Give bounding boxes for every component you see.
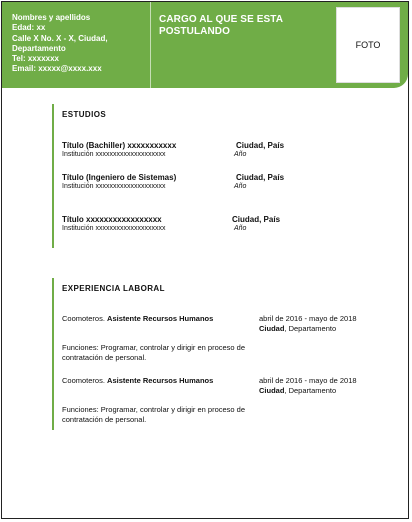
contact-block bbox=[12, 13, 147, 75]
job-city: Ciudad bbox=[259, 385, 285, 395]
job-heading bbox=[62, 314, 213, 323]
section-accent-bar bbox=[52, 278, 54, 430]
degree-location: Ciudad, País bbox=[236, 141, 285, 150]
job-functions: Funciones: Programar, controlar y dirigir en proceso de contratación de personal. bbox=[62, 405, 246, 424]
degree-title: Título xxxxxxxxxxxxxxxxx bbox=[62, 215, 162, 224]
degree-institution: Institución xxxxxxxxxxxxxxxxxxxx bbox=[62, 225, 166, 232]
job-functions: Funciones: Programar, controlar y dirigir en proceso de contratación de personal. bbox=[62, 343, 246, 362]
contact-address: Calle X No. X - X, Ciudad, Departamento bbox=[12, 33, 108, 53]
job-location bbox=[259, 324, 357, 334]
header-divider bbox=[150, 2, 151, 88]
education-section bbox=[52, 104, 382, 248]
job-dates: abril de 2016 - mayo de 2018 bbox=[259, 376, 357, 385]
job-role: Asistente Recursos Humanos bbox=[107, 376, 214, 385]
job-company: Coomoteros. bbox=[62, 376, 105, 385]
job-company: Coomoteros. bbox=[62, 314, 105, 323]
degree-location: Ciudad, País bbox=[232, 215, 281, 224]
photo-label: FOTO bbox=[355, 40, 381, 50]
photo-placeholder bbox=[336, 7, 400, 83]
degree-title: Título (Ingeniero de Sistemas) bbox=[62, 173, 177, 182]
contact-phone: Tel: xxxxxxx bbox=[12, 54, 59, 64]
degree-location: Ciudad, País bbox=[236, 173, 285, 182]
experience-section bbox=[52, 278, 382, 430]
job-department: , Departamento bbox=[284, 385, 337, 395]
contact-name: Nombres y apellidos bbox=[12, 13, 91, 22]
job-dates-block bbox=[259, 376, 357, 395]
degree-year: Año bbox=[234, 151, 247, 158]
job-department: , Departamento bbox=[284, 323, 337, 333]
contact-age: Edad: xx bbox=[12, 23, 46, 33]
experience-title: EXPERIENCIA LABORAL bbox=[62, 284, 165, 293]
degree-institution: Institución xxxxxxxxxxxxxxxxxxxx bbox=[62, 151, 166, 158]
resume-page bbox=[1, 1, 409, 519]
job-location bbox=[259, 386, 357, 396]
job-city: Ciudad bbox=[259, 323, 285, 333]
degree-institution: Institución xxxxxxxxxxxxxxxxxxxx bbox=[62, 183, 166, 190]
job-dates-block bbox=[259, 314, 357, 333]
job-heading bbox=[62, 376, 213, 385]
job-role: Asistente Recursos Humanos bbox=[107, 314, 214, 323]
header-banner bbox=[2, 2, 408, 88]
degree-year: Año bbox=[234, 183, 247, 190]
degree-year: Año bbox=[234, 225, 247, 232]
degree-title: Título (Bachiller) xxxxxxxxxxx bbox=[62, 141, 177, 150]
contact-email: Email: xxxxx@xxxx.xxx bbox=[12, 64, 102, 74]
position-title: CARGO AL QUE SE ESTA POSTULANDO bbox=[159, 14, 283, 37]
section-accent-bar bbox=[52, 104, 54, 248]
job-dates: abril de 2016 - mayo de 2018 bbox=[259, 314, 357, 323]
education-title: ESTUDIOS bbox=[62, 110, 107, 119]
